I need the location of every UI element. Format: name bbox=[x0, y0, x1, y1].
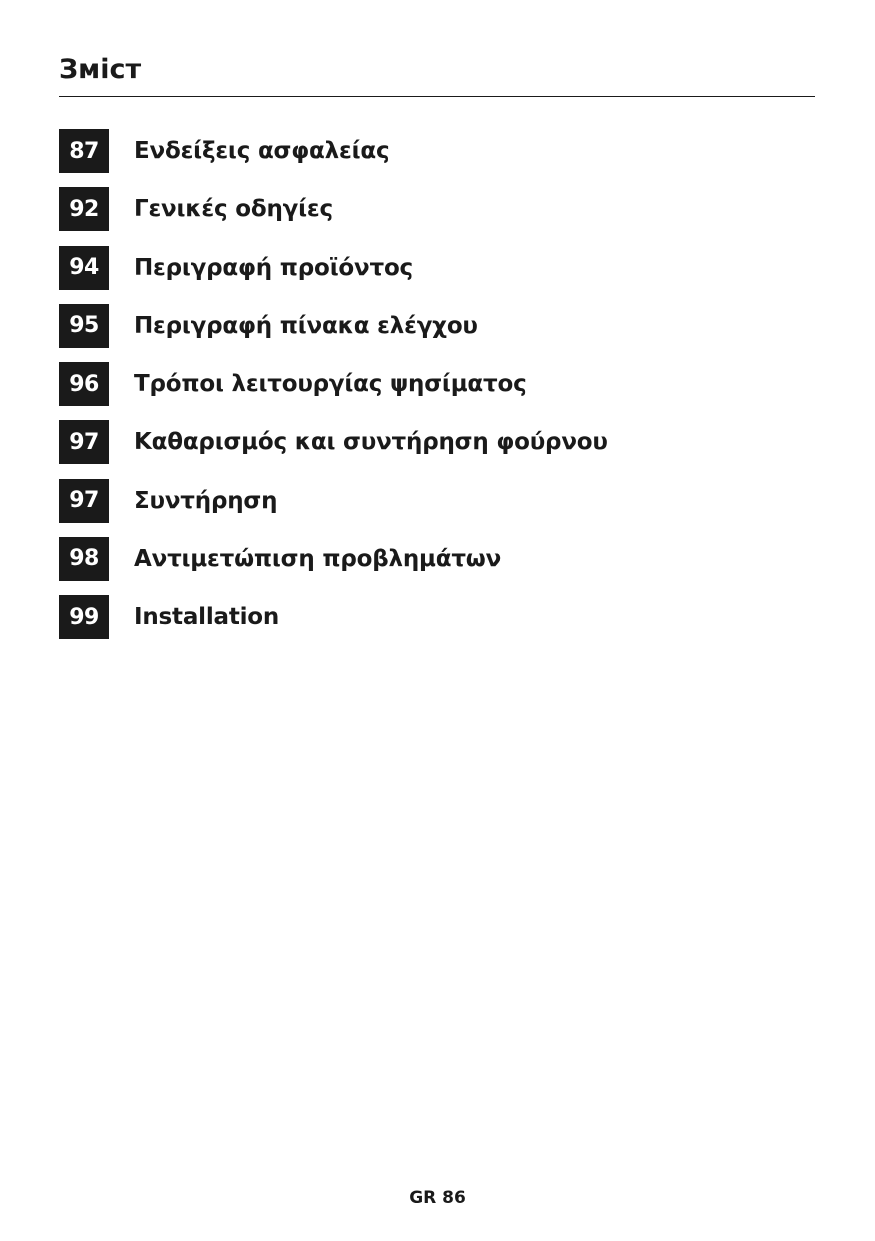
toc-entry[interactable] bbox=[59, 595, 608, 639]
table-of-contents bbox=[59, 129, 608, 653]
toc-entry-label: Περιγραφή πίνακα ελέγχου bbox=[134, 312, 478, 339]
toc-page-number: 97 bbox=[59, 420, 109, 464]
toc-entry[interactable] bbox=[59, 246, 608, 290]
toc-page-number: 87 bbox=[59, 129, 109, 173]
page-title: Зміст bbox=[59, 54, 142, 85]
toc-entry-label: Ενδείξεις ασφαλείας bbox=[134, 138, 390, 164]
toc-entry-label: Συντήρηση bbox=[134, 487, 278, 514]
toc-entry-label: Γενικές οδηγίες bbox=[134, 196, 333, 223]
toc-page-number: 96 bbox=[59, 362, 109, 406]
toc-entry-label: Περιγραφή προϊόντος bbox=[134, 254, 413, 281]
toc-page-number: 98 bbox=[59, 537, 109, 581]
toc-entry[interactable] bbox=[59, 420, 608, 464]
toc-page-number: 92 bbox=[59, 187, 109, 231]
toc-entry-label: Installation bbox=[134, 604, 280, 630]
toc-entry[interactable] bbox=[59, 304, 608, 348]
toc-entry[interactable] bbox=[59, 479, 608, 523]
toc-entry[interactable] bbox=[59, 362, 608, 406]
toc-page-number: 99 bbox=[59, 595, 109, 639]
page-footer: GR 86 bbox=[409, 1188, 466, 1208]
toc-entry[interactable] bbox=[59, 537, 608, 581]
toc-entry[interactable] bbox=[59, 187, 608, 231]
toc-entry[interactable] bbox=[59, 129, 608, 173]
title-divider bbox=[59, 96, 815, 97]
toc-entry-label: Αντιμετώπιση προβλημάτων bbox=[134, 545, 502, 572]
toc-entry-label: Καθαρισμός και συντήρηση φούρνου bbox=[134, 429, 608, 456]
toc-page-number: 94 bbox=[59, 246, 109, 290]
toc-entry-label: Τρόποι λειτουργίας ψησίματος bbox=[134, 371, 527, 397]
toc-page-number: 97 bbox=[59, 479, 109, 523]
toc-page-number: 95 bbox=[59, 304, 109, 348]
